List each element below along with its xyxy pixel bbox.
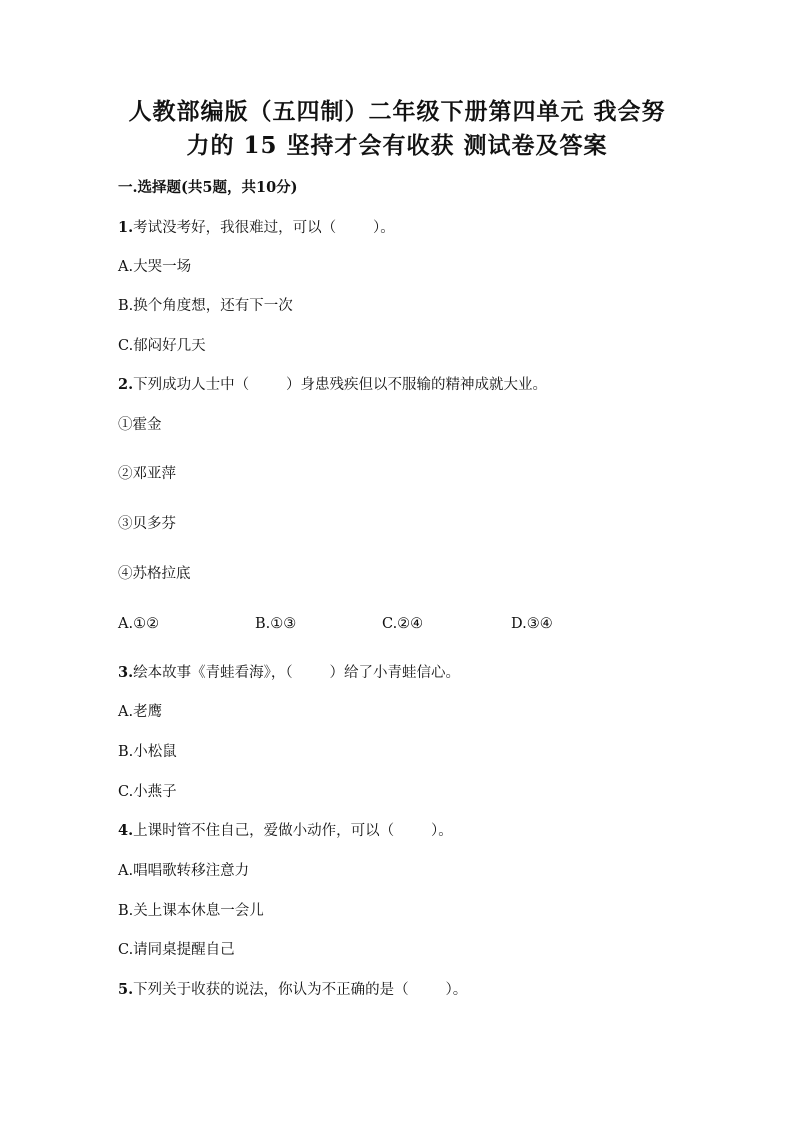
question-number: 2. [118, 376, 134, 393]
item-2-4: ④苏格拉底 [118, 566, 191, 582]
option-4a: A.唱唱歌转移注意力 [118, 863, 250, 879]
question-number: 4. [118, 822, 134, 839]
question-1 [118, 218, 395, 238]
item-2-2: ②邓亚萍 [118, 466, 176, 482]
question-2 [118, 375, 547, 395]
option-3a: A.老鹰 [118, 704, 163, 720]
section-heading: 一.选择题(共5题，共10分) [118, 179, 298, 196]
question-number: 3. [118, 664, 134, 681]
document-title-line-1: 人教部编版（五四制）二年级下册第四单元 我会努 [128, 98, 666, 125]
question-number: 1. [118, 219, 134, 236]
question-stem: 下列关于收获的说法，你认为不正确的是（ ）。 [133, 982, 468, 998]
question-stem: 绘本故事《青蛙看海》，（ ）给了小青蛙信心。 [133, 665, 461, 681]
option-4b: B.关上课本休息一会儿 [118, 903, 264, 919]
document-title-line-2: 力的 15 坚持才会有收获 测试卷及答案 [186, 132, 608, 159]
option-2b: B.①③ [255, 616, 297, 632]
option-2a: A.①② [118, 616, 160, 632]
question-3 [118, 663, 460, 683]
question-4 [118, 821, 453, 841]
option-4c: C.请同桌提醒自己 [118, 942, 235, 958]
item-2-1: ①霍金 [118, 417, 162, 433]
option-1b: B.换个角度想，还有下一次 [118, 298, 293, 314]
question-stem: 上课时管不住自己，爱做小动作，可以（ ）。 [133, 823, 453, 839]
option-2c: C.②④ [382, 616, 424, 632]
item-2-3: ③贝多芬 [118, 516, 176, 532]
option-1a: A.大哭一场 [118, 259, 192, 275]
question-5 [118, 980, 467, 1000]
option-1c: C.郁闷好几天 [118, 338, 206, 354]
question-number: 5. [118, 981, 134, 998]
question-stem: 考试没考好，我很难过，可以（ ）。 [133, 220, 395, 236]
option-2d: D.③④ [511, 616, 553, 632]
option-3c: C.小燕子 [118, 784, 177, 800]
option-3b: B.小松鼠 [118, 744, 177, 760]
question-stem: 下列成功人士中（ ）身患残疾但以不服输的精神成就大业。 [133, 377, 548, 393]
